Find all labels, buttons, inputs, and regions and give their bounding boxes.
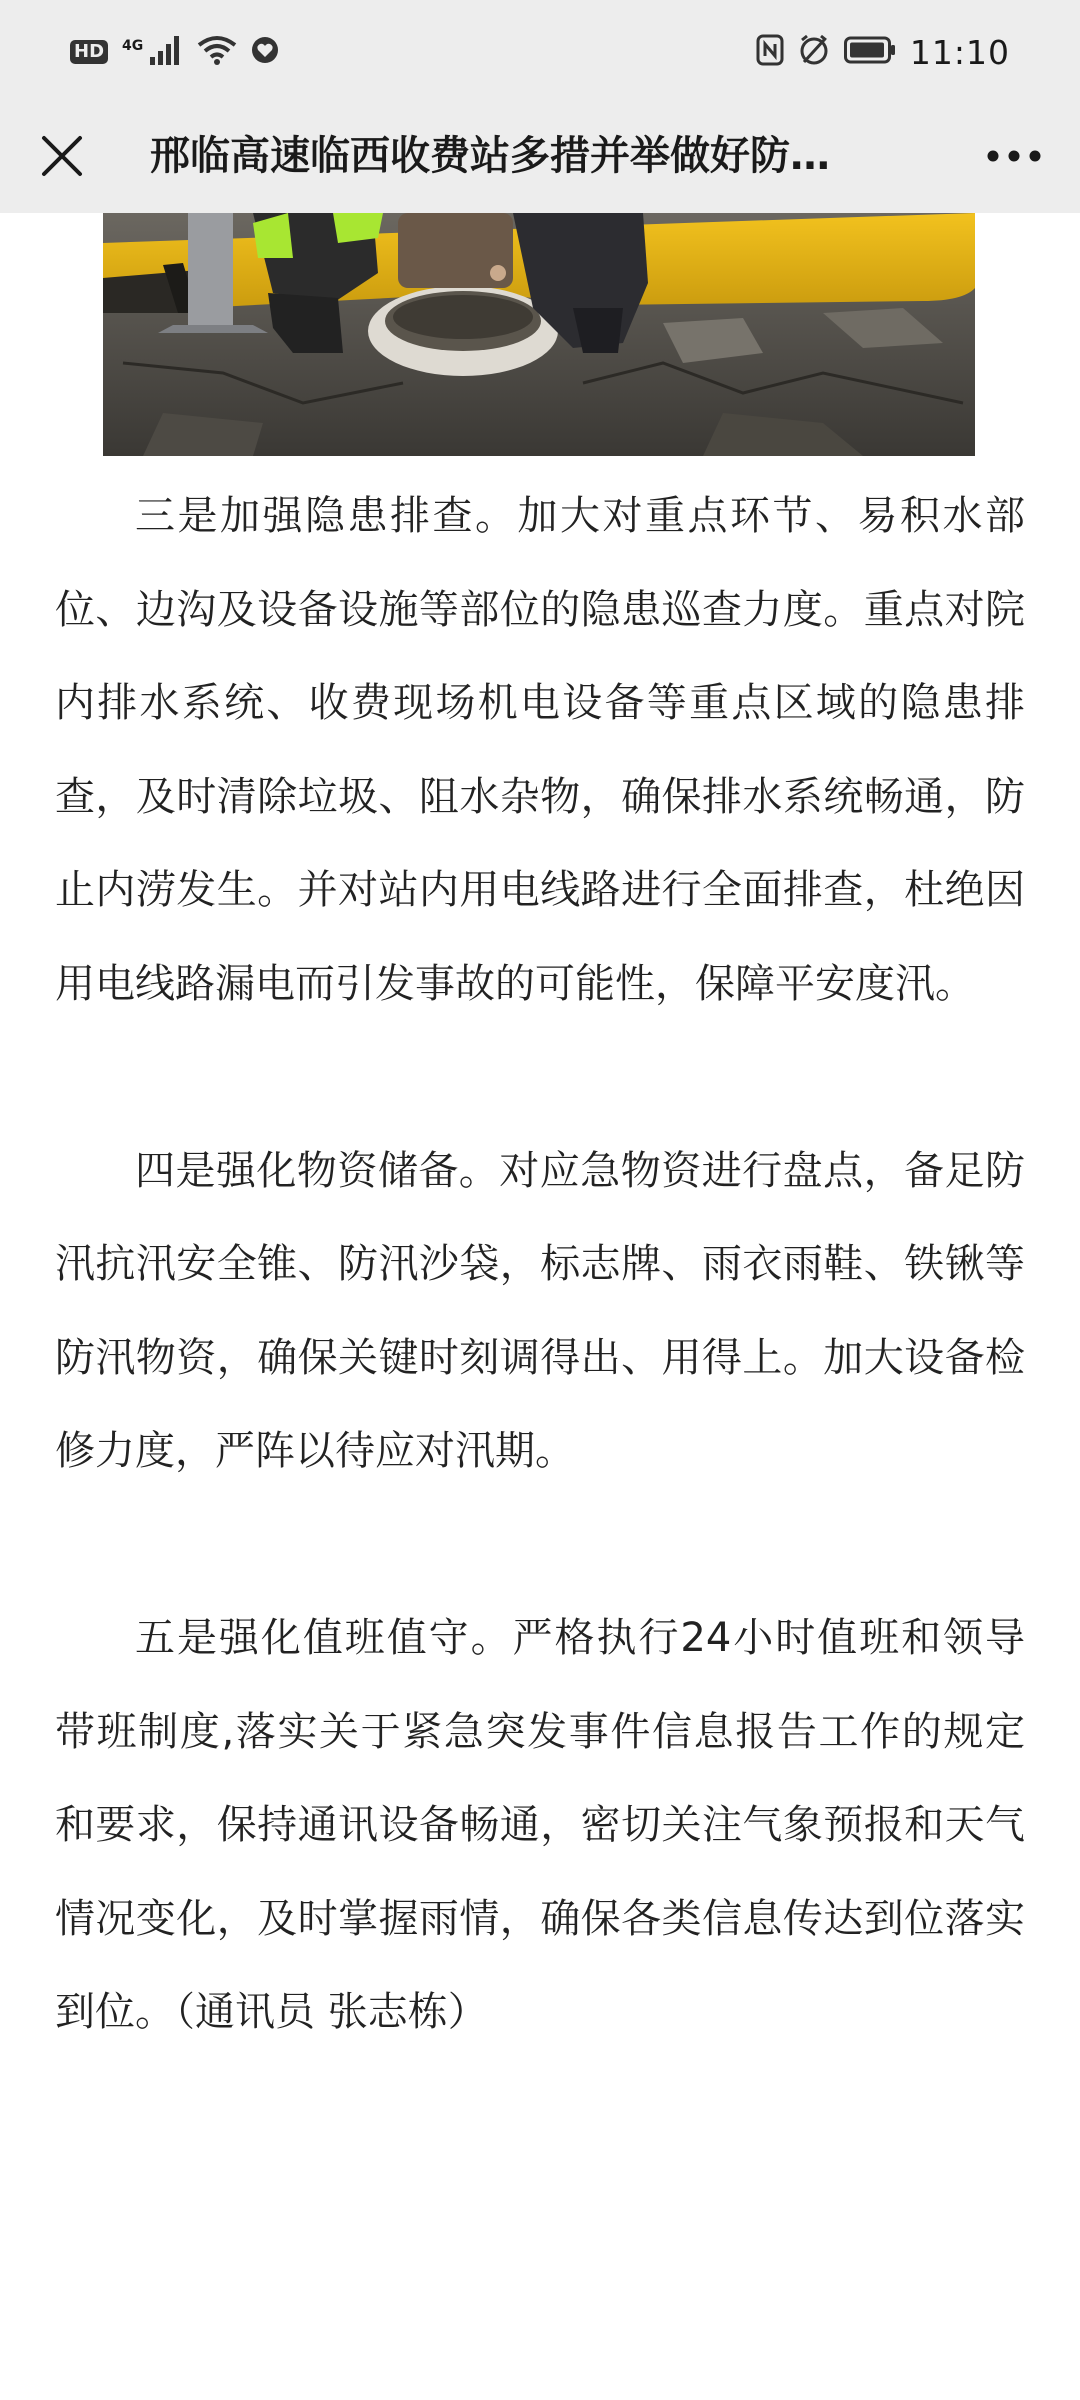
paragraph-spacer (55, 1499, 1025, 1593)
network-type-label: 4G (122, 38, 144, 54)
article-paragraph: 五是强化值班值守。严格执行24小时值班和领导带班制度,落实关于紧急突发事件信息报告工作的规定和要求，保持通讯设备畅通，密切关注气象预报和天气情况变化，及时掌握雨情，确保各类信息传达到位落实到位。（通讯员 张志栋） (55, 1615, 1025, 2035)
close-icon (40, 134, 84, 178)
heart-shield-icon (251, 36, 279, 68)
nav-bar (0, 100, 1080, 213)
battery-icon (844, 36, 896, 68)
article-paragraph: 三是加强隐患排查。加大对重点环节、易积水部位、边沟及设备设施等部位的隐患巡查力度。重点对院内排水系统、收费现场机电设备等重点区域的隐患排查，及时清除垃圾、阻水杂物，确保排水系统畅通，防止内涝发生。并对站内用电线路进行全面排查，杜绝因用电线路漏电而引发事故的可能性，保障平安度汛。 (55, 493, 1025, 1007)
article-body (55, 470, 1025, 2060)
page-title: 邢临高速临西收费站多措并举做好防… (150, 133, 830, 179)
nfc-icon (756, 34, 784, 70)
article-paragraph: 四是强化物资储备。对应急物资进行盘点，备足防汛抗汛安全锥、防汛沙袋，标志牌、雨衣雨鞋、铁锹等防汛物资，确保关键时刻调得出、用得上。加大设备检修力度，严阵以待应对汛期。 (55, 1147, 1025, 1474)
status-left-group (70, 30, 279, 74)
status-bar (0, 0, 1080, 100)
close-button[interactable] (26, 120, 98, 192)
status-right-group (756, 28, 1010, 76)
status-time: 11:10 (909, 32, 1010, 72)
paragraph-spacer (55, 1031, 1025, 1125)
hd-badge: HD (70, 40, 108, 64)
more-icon (986, 149, 1042, 163)
alarm-mute-icon (798, 34, 830, 70)
wifi-icon (197, 35, 237, 69)
more-options-button[interactable] (974, 120, 1054, 192)
signal-icon (149, 35, 183, 69)
article-photo (103, 213, 975, 456)
